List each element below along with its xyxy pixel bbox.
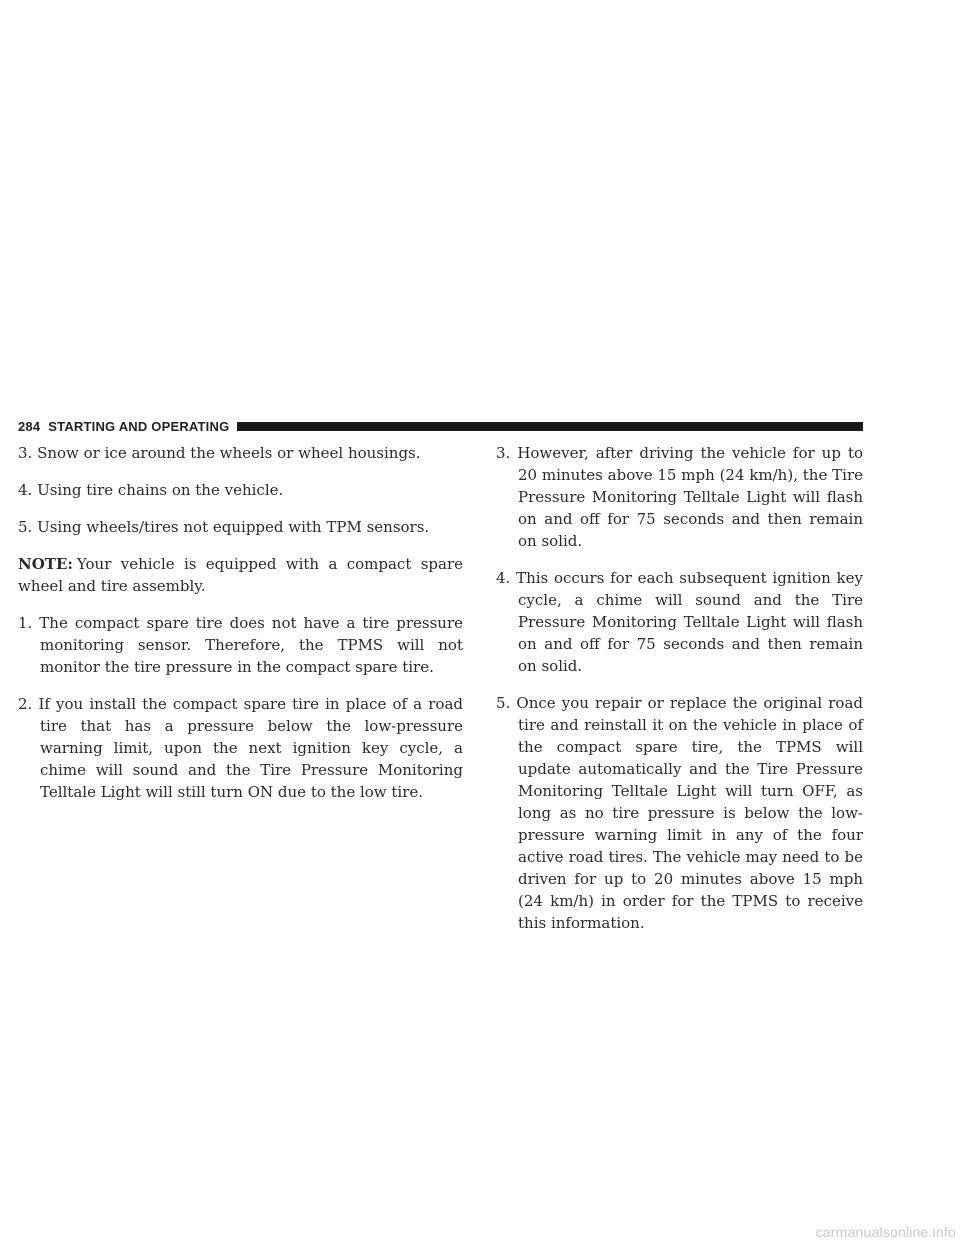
header-rule [237,422,863,431]
note-text: Your vehicle is equipped with a compact spare wheel and tire assembly. [18,555,463,595]
list-item: 5. Using wheels/tires not equipped with TPM sensors. [18,518,430,536]
list-item: 3. However, after driving the vehicle for up to 20 minutes above 15 mph (24 km/h), the Tire Pressure Monitoring Telltale Light will flash on and off for 75 seconds and then remain on solid. [496,444,863,550]
note-label: NOTE: [18,555,73,573]
right-column [496,442,863,949]
list-item: 4. Using tire chains on the vehicle. [18,481,284,499]
list-item: 2. If you install the compact spare tire in place of a road tire that has a pressure below the low-pressure warning limit, upon the next ignition key cycle, a chime will sound and the Tire Pressure Monitoring Telltale Light will still turn ON due to the low tire. [18,695,463,801]
watermark: carmanualsonline.info [815,1224,956,1240]
page-header [18,418,863,434]
list-item: 5. Once you repair or replace the original road tire and reinstall it on the vehicle in place of the compact spare tire, the TPMS will update automatically and the Tire Pressure Monitoring Telltale Light will turn OFF, as long as no tire pressure is below the low-pressure warning limit in any of the four active road tires. The vehicle may need to be driven for up to 20 minutes above 15 mph (24 km/h) in order for the TPMS to receive this information. [496,694,863,932]
note-paragraph [18,553,463,597]
left-column [18,442,463,818]
page-number: 284 [18,418,41,434]
list-item: 4. This occurs for each subsequent ignition key cycle, a chime will sound and the Tire Pressure Monitoring Telltale Light will flash on and off for 75 seconds and then remain on solid. [496,569,863,675]
section-title: STARTING AND OPERATING [48,418,230,434]
list-item: 3. Snow or ice around the wheels or wheel housings. [18,444,421,462]
list-item: 1. The compact spare tire does not have a tire pressure monitoring sensor. Therefore, the TPMS will not monitor the tire pressure in the compact spare tire. [18,614,463,676]
